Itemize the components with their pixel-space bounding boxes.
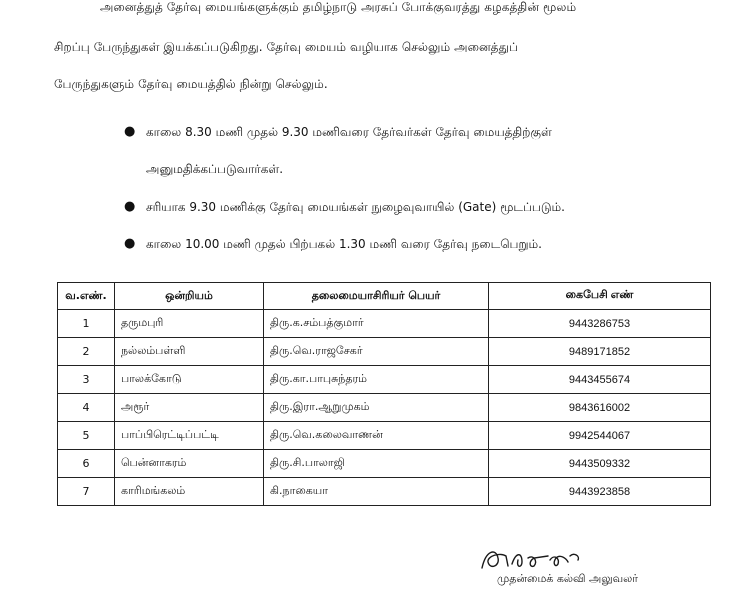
cell-serial: 5 [58, 422, 115, 450]
cell-union: தருமபுரி [115, 310, 264, 338]
handwritten-signature [478, 544, 588, 574]
bullet-icon: ● [124, 236, 136, 251]
signatory-title: முதன்மைக் கல்வி அலுவலர் [497, 572, 638, 585]
cell-serial: 2 [58, 338, 115, 366]
cell-serial: 7 [58, 478, 115, 506]
table-row [58, 478, 711, 506]
cell-name: திரு.வெ.கலைவாணன் [264, 422, 489, 450]
bullet-item-gate-close [124, 199, 565, 216]
cell-union: நல்லம்பள்ளி [115, 338, 264, 366]
header-serial: வ.எண். [58, 283, 115, 310]
paragraph-line-3: பேருந்துகளும் தேர்வு மையத்தில் நின்று செல்லும். [54, 77, 328, 91]
cell-name: திரு.க.சம்பத்குமார் [264, 310, 489, 338]
bullet-icon: ● [124, 124, 136, 139]
header-mobile-number: கைபேசி எண் [489, 283, 711, 310]
bullet-item-entry-time-continued [146, 162, 283, 178]
header-headmaster-name: தலைமையாசிரியர் பெயர் [264, 283, 489, 310]
cell-phone: 9443286753 [489, 310, 711, 338]
bullet-text: காலை 10.00 மணி முதல் பிற்பகல் 1.30 மணி வரை தேர்வு நடைபெறும். [146, 237, 542, 251]
bullet-text: சரியாக 9.30 மணிக்கு தேர்வு மையங்கள் நுழைவுவாயில் (Gate) மூடப்படும். [146, 200, 565, 214]
bullet-text: காலை 8.30 மணி முதல் 9.30 மணிவரை தேர்வர்கள் தேர்வு மையத்திற்குள் [146, 125, 552, 139]
cell-phone: 9843616002 [489, 394, 711, 422]
cell-name: திரு.கா.பாபுசுந்தரம் [264, 366, 489, 394]
table-row [58, 422, 711, 450]
header-union: ஒன்றியம் [115, 283, 264, 310]
table-row [58, 310, 711, 338]
cell-name: திரு.இரா.ஆறுமுகம் [264, 394, 489, 422]
officers-table [57, 282, 711, 506]
table-row [58, 338, 711, 366]
cell-phone: 9443455674 [489, 366, 711, 394]
cell-phone: 9443923858 [489, 478, 711, 506]
table-row [58, 366, 711, 394]
cell-serial: 4 [58, 394, 115, 422]
cell-serial: 1 [58, 310, 115, 338]
cell-union: பென்னாகரம் [115, 450, 264, 478]
bullet-item-entry-time [124, 124, 552, 141]
cell-union: அரூர் [115, 394, 264, 422]
cell-serial: 6 [58, 450, 115, 478]
cell-serial: 3 [58, 366, 115, 394]
table-row [58, 450, 711, 478]
cell-phone: 9942544067 [489, 422, 711, 450]
cell-name: கி.நாகையா [264, 478, 489, 506]
table-row [58, 394, 711, 422]
paragraph-line-2: சிறப்பு பேருந்துகள் இயக்கப்படுகிறது. தேர்வு மையம் வழியாக செல்லும் அனைத்துப் [54, 40, 519, 54]
cell-phone: 9489171852 [489, 338, 711, 366]
table-header-row [58, 283, 711, 310]
cell-name: திரு.சி.பாலாஜி [264, 450, 489, 478]
paragraph-line-1: அனைத்துத் தேர்வு மையங்களுக்கும் தமிழ்நாடு அரசுப் போக்குவரத்து கழகத்தின் மூலம் [100, 0, 577, 14]
cell-union: காரிமங்கலம் [115, 478, 264, 506]
bullet-item-exam-time [124, 236, 542, 253]
bullet-icon: ● [124, 199, 136, 214]
bullet-text: அனுமதிக்கப்படுவார்கள். [146, 162, 284, 176]
cell-phone: 9443509332 [489, 450, 711, 478]
cell-union: பாப்பிரெட்டிப்பட்டி [115, 422, 264, 450]
cell-name: திரு.வெ.ராஜசேகர் [264, 338, 489, 366]
cell-union: பாலக்கோடு [115, 366, 264, 394]
